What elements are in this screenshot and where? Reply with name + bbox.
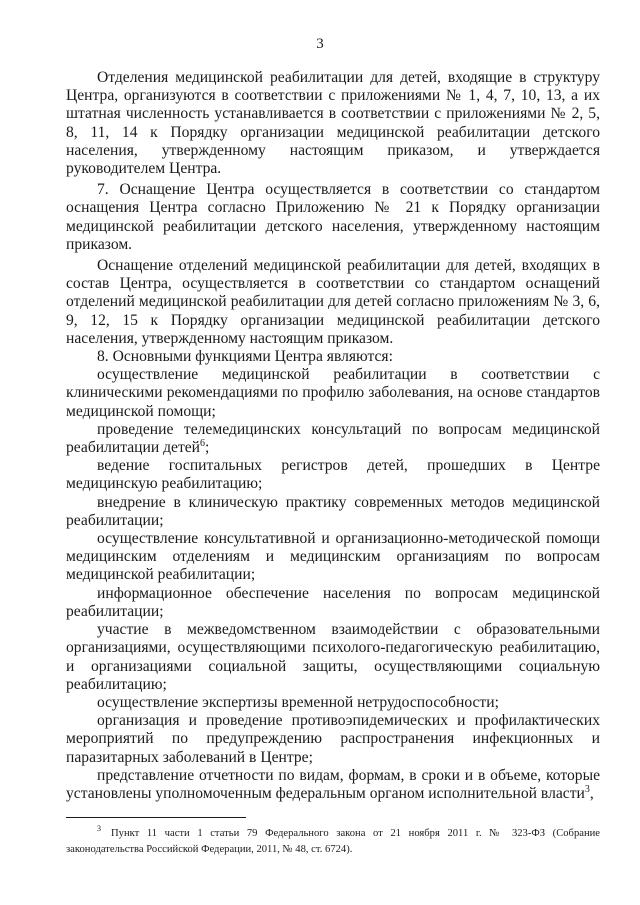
footnote-mark: 3 xyxy=(97,824,101,834)
footnote xyxy=(66,826,600,858)
paragraph-equipment-departments: Оснащение отделений медицинской реабилитации для детей, входящих в состав Центра, осуществляется в соответствии со стандартом оснащений отделений медицинской реабилитации для детей согласно приложениям № 3, 6, 9, 12, 15 к Порядку организации медицинской реабилитации детского населения, утвержденному настоящим приказом. xyxy=(66,257,600,347)
list-item-reporting xyxy=(66,767,600,803)
list-item-information: информационное обеспечение населения по вопросам медицинской реабилитации; xyxy=(66,584,600,620)
footnote-ref-3: 3 xyxy=(584,783,590,795)
list-item-rehabilitation: осуществление медицинской реабилитации в соответствии с клиническими рекомендациями по профилю заболевания, на основе стандартов медицинской помощи; xyxy=(66,366,600,420)
footnote-paragraph xyxy=(66,826,600,858)
footnote-divider xyxy=(66,817,246,818)
list-item-telemedicine-tail: ; xyxy=(205,439,210,457)
paragraph-clause-7: 7. Оснащение Центра осуществляется в соответствии со стандартом оснащения Центра согласно Приложению № 21 к Порядку организации медицинской реабилитации детского населения, утвержденному настоящим приказом. xyxy=(66,181,600,253)
document-body xyxy=(66,69,600,803)
paragraph-departments: Отделения медицинской реабилитации для детей, входящие в структуру Центра, организуются в соответствии с приложениями № 1, 4, 7, 10, 13, а их штатная численность устанавливается в соответствии с приложениями № 2, 5, 8, 11, 14 к Порядку организации медицинской реабилитации детского населения, утвержденному настоящим приказом, и утверждается руководителем Центра. xyxy=(66,69,600,178)
list-item-reporting-text: представление отчетности по видам, формам, в сроки и в объеме, которые установлены уполномоченным федеральным органом исполнительной власти xyxy=(66,766,600,802)
list-item-expertise: осуществление экспертизы временной нетрудоспособности; xyxy=(97,693,499,711)
list-item-epidemic-measures: организация и проведение противоэпидемических и профилактических мероприятий по предупреждению распространения инфекционных и паразитарных заболеваний в Центре; xyxy=(66,712,600,766)
list-item-reporting-tail: , xyxy=(589,784,594,802)
list-item-methods: внедрение в клиническую практику современных методов медицинской реабилитации; xyxy=(66,493,600,529)
footnote-ref-6: 6 xyxy=(200,437,206,449)
footnote-text: Пункт 11 части 1 статьи 79 Федерального закона от 21 ноября 2011 г. № 323-ФЗ (Собрание законодательства Российской Федерации, 2011, № 48, ст. 6724). xyxy=(66,828,600,855)
list-item-consultative-help: осуществление консультативной и организационно-методической помощи медицинским отделениям и медицинским организациям по вопросам медицинской реабилитации; xyxy=(66,530,600,584)
list-item-telemedicine xyxy=(66,421,600,457)
list-item-registries: ведение госпитальных регистров детей, прошедших в Центре медицинскую реабилитацию; xyxy=(66,457,600,493)
list-item-interagency: участие в межведомственном взаимодействии с образовательными организациями, осуществляющими психолого-педагогическую реабилитацию, и организациями социальной защиты, осуществляющими социальную реабилитацию; xyxy=(66,621,600,693)
paragraph-clause-8-heading: 8. Основными функциями Центра являются: xyxy=(97,348,393,366)
page-number: 3 xyxy=(316,36,324,52)
list-item-telemedicine-text: проведение телемедицинских консультаций по вопросам медицинской реабилитации детей xyxy=(66,420,600,457)
